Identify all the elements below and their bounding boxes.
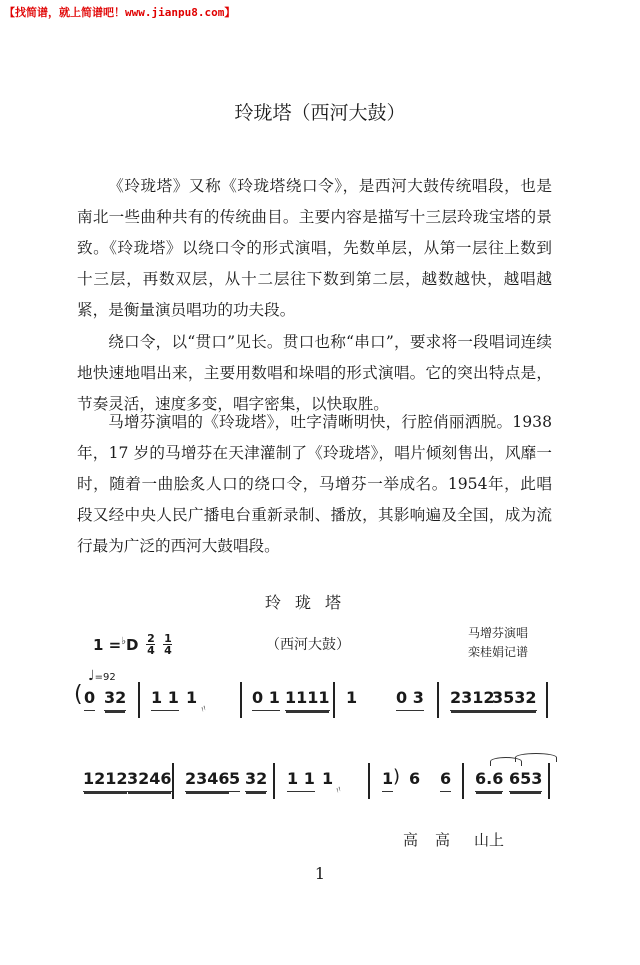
barline	[138, 682, 140, 718]
key-prefix: 1 =	[93, 635, 122, 654]
slur-mark	[515, 753, 557, 762]
key-note: D	[125, 635, 139, 654]
key-signature	[93, 633, 172, 656]
lyric: 山上	[474, 831, 505, 849]
note-group: 5	[229, 769, 240, 792]
quarter-note-icon: ♩	[88, 668, 95, 684]
note-group: 0 1	[252, 688, 280, 711]
note-group: 1	[322, 769, 334, 788]
barline	[548, 763, 550, 799]
time-signature-1-4: $\frac{1}{4}$	[164, 632, 172, 657]
staff-line-2	[0, 757, 640, 807]
page-title: 玲珑塔（西河大鼓）	[234, 102, 406, 124]
lyric: 高	[403, 831, 419, 849]
note-group: 1	[346, 688, 358, 707]
note-group: 2312	[450, 688, 495, 711]
note-group: 0	[84, 688, 95, 711]
barline	[462, 763, 464, 799]
paragraph-text: 绕口令，以“贯口”见长。贯口也称“串口”，要求将一段唱词连续地快速地唱出来，主要用数唱和垛唱的形式演唱。它的突出特点是，节奏灵活，速度多变，唱字密集，以快取胜。	[77, 333, 552, 413]
open-paren: (	[74, 682, 83, 707]
lyric: 高	[435, 831, 451, 849]
note-group: 6	[409, 769, 421, 788]
note-group: 32	[104, 688, 126, 711]
repeat-mark-icon: 〃	[332, 784, 346, 798]
intro-paragraph-1	[77, 171, 552, 326]
barline	[333, 682, 335, 718]
note-group: 1 1	[287, 769, 315, 792]
staff-line-1	[0, 676, 640, 726]
transcriber-credit: 栾桂娟记谱	[468, 645, 529, 659]
site-banner[interactable]: 【找简谱，就上简谱吧！www.jianpu8.com】	[4, 6, 236, 19]
tempo-value: =92	[94, 672, 116, 683]
barline	[368, 763, 370, 799]
note-group: 32	[245, 769, 267, 792]
note-group: 2346	[185, 769, 230, 792]
note-group: 0 3	[396, 688, 424, 711]
page-number: 1	[314, 864, 326, 883]
barline	[546, 682, 548, 718]
flat-icon: ♭	[121, 635, 126, 647]
barline	[437, 682, 439, 718]
note-group: 1 1	[151, 688, 179, 711]
time-signature-2-4: $\frac{2}{4}$	[147, 632, 155, 657]
barline	[172, 763, 174, 799]
repeat-mark-icon: 〃	[197, 703, 211, 717]
note-group: 1	[382, 769, 393, 792]
barline	[240, 682, 242, 718]
note-group: 1111	[285, 688, 330, 711]
score-title: 玲珑塔	[264, 593, 355, 612]
genre-label: （西河大鼓）	[266, 637, 350, 653]
note-group: 6.6	[475, 769, 503, 792]
performer-credit: 马增芬演唱	[468, 626, 529, 640]
note-group: 3246	[127, 769, 172, 792]
note-group: 653	[509, 769, 542, 792]
note-group: 6	[440, 769, 451, 792]
note-group: 1212	[83, 769, 128, 792]
close-paren: )	[393, 766, 401, 787]
note-group: 3532	[492, 688, 537, 711]
barline	[273, 763, 275, 799]
credits	[468, 624, 528, 662]
intro-paragraph-3	[77, 407, 552, 562]
paragraph-text: 马增芬演唱的《玲珑塔》，吐字清晰明快，行腔俏丽洒脱。1938年，17 岁的马增芬在天津灌制了《玲珑塔》，唱片倾刻售出，风靡一时，随着一曲脍炙人口的绕口令，马增芬一举成名。1954年，此唱段又经中央人民广播电台重新录制、播放，其影响遍及全国，成为流行最为广泛的西河大鼓唱段。	[77, 413, 552, 555]
paragraph-text: 《玲珑塔》又称《玲珑塔绕口令》，是西河大鼓传统唱段，也是南北一些曲种共有的传统曲目。主要内容是描写十三层玲珑宝塔的景致。《玲珑塔》以绕口令的形式演唱，先数单层，从第一层往上数到十三层，再数双层，从十二层往下数到第二层，越数越快，越唱越紧，是衡量演员唱功的功夫段。	[77, 177, 552, 319]
note-group: 1	[186, 688, 198, 707]
